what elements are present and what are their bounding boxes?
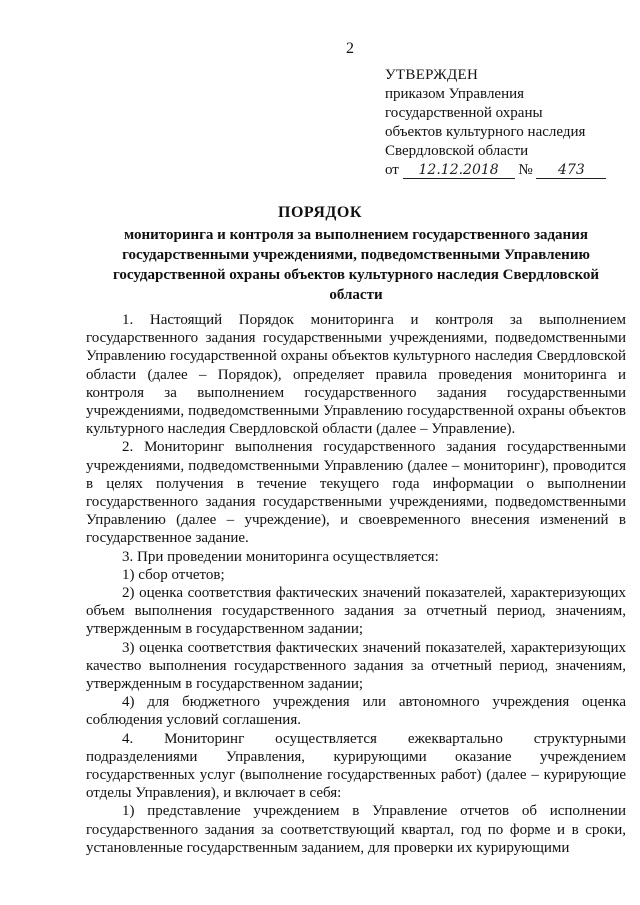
- paragraph: 1. Настоящий Порядок мониторинга и контроля за выполнением государственного задания государственными учреждениями, подведомственными Управлению государственной охраны объектов культурного наследия Свердловской области (далее – Порядок), определяет правила проведения мониторинга и контроля за выполнением государственного задания государственными учреждениями, подведомственными Управлению государственной охраны объектов культурного наследия Свердловской области (далее – Управление).: [86, 312, 626, 438]
- approval-block: [385, 66, 625, 180]
- paragraph: 2) оценка соответствия фактических значений показателей, характеризующих объем выполнения государственного задания за отчетный период, значениям, утвержденным в государственном задании;: [86, 585, 626, 638]
- paragraph: 1) представление учреждением в Управление отчетов об исполнении государственного задания за соответствующий квартал, год по форме и в сроки, установленные государственным заданием, для проверки их курирующими: [86, 803, 626, 856]
- approval-line: Свердловской области: [385, 143, 529, 159]
- document-title: ПОРЯДОК: [278, 204, 362, 221]
- page-number: 2: [346, 40, 354, 57]
- paragraph: 1) сбор отчетов;: [122, 566, 225, 583]
- document-body: [86, 311, 626, 857]
- document-subtitle: мониторинга и контроля за выполнением государственного задания государственными учреждениями, подведомственными Управлению государственной охраны объектов культурного наследия Свердловской области: [112, 227, 600, 303]
- approval-line: государственной охраны: [385, 105, 543, 121]
- handwritten-date: 12.12.2018: [403, 162, 515, 179]
- paragraph: 4) для бюджетного учреждения или автономного учреждения оценка соблюдения условий соглашения.: [86, 694, 626, 729]
- date-prefix: от: [385, 162, 399, 178]
- paragraph: 2. Мониторинг выполнения государственного задания государственными учреждениями, подведомственными Управлению (далее – мониторинг), проводится в целях получения в течение текущего года информации о выполнении государственного задания государственными учреждениями, подведомственными Управлению (далее – учреждение), и своевременного внесения изменений в государственное задание.: [86, 439, 626, 547]
- number-prefix: №: [518, 162, 533, 178]
- handwritten-number: 473: [536, 162, 606, 179]
- paragraph: 4. Мониторинг осуществляется ежеквартально структурными подразделениями Управления, курирующими оказание учреждением государственных услуг (выполнение государственных работ) (далее – курирующие отделы Управления), и включает в себя:: [86, 730, 626, 802]
- approval-line: объектов культурного наследия: [385, 124, 586, 140]
- approval-line: приказом Управления: [385, 86, 525, 102]
- paragraph: 3) оценка соответствия фактических значений показателей, характеризующих качество выполнения государственного задания за отчетный период, значениям, утвержденным в государственном задании;: [86, 639, 626, 693]
- approval-date-row: [385, 161, 625, 180]
- approval-title: УТВЕРЖДЕН: [385, 67, 479, 83]
- paragraph: 3. При проведении мониторинга осуществляется:: [122, 548, 439, 565]
